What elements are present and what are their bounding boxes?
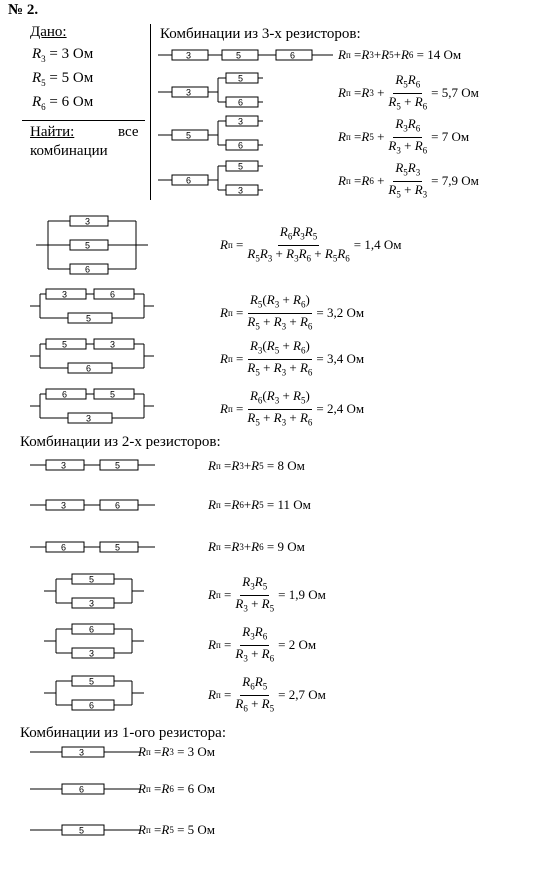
resistor-label: 3 — [62, 289, 68, 300]
resistor-label: 6 — [115, 500, 121, 511]
circuit-5s3-par-6 — [30, 338, 160, 374]
resistor-label: 6 — [89, 624, 95, 635]
resistor-label: 5 — [238, 161, 244, 172]
given-r5: $R_5 = 5$ Ом — [32, 70, 94, 88]
resistor-label: 5 — [110, 389, 116, 400]
circuit-par-5-6 — [44, 675, 154, 711]
resistor-label: 6 — [186, 175, 192, 186]
resistor-label: 6 — [85, 264, 91, 275]
circuit-6s5-par-3 — [30, 388, 160, 424]
circuit-series-3-6 — [30, 497, 160, 513]
problem-number: № 2. — [8, 2, 39, 18]
circuit-par-5-3 — [44, 573, 154, 609]
resistor-label: 6 — [86, 363, 92, 374]
resistor-label: 3 — [186, 50, 192, 61]
resistor-label: 5 — [79, 825, 85, 836]
formula-series-6-5: R п = R 6 + R 5 = 11 Ом — [208, 497, 311, 512]
find-word: все — [118, 124, 139, 140]
resistor-label: 6 — [79, 784, 85, 795]
formula-series-3-5: R п = R 3 + R 5 = 8 Ом — [208, 458, 305, 473]
header-one: Комбинации из 1-ого резистора: — [20, 725, 227, 741]
formula-5s3-par-6: R п = $\frac{R_3(R_5 + R_6)}{R_5 + R_3 + R_6}$ = 3,4 Ом — [220, 338, 365, 378]
circuit-series-6-5 — [30, 539, 160, 555]
resistor-label: 5 — [115, 542, 121, 553]
formula-6s5-par-3: R п = $\frac{R_6(R_3 + R_5)}{R_5 + R_3 + R_6}$ = 2,4 Ом — [220, 388, 365, 428]
resistor-label: 6 — [110, 289, 116, 300]
header-two: Комбинации из 2-х резисторов: — [20, 434, 221, 450]
resistor-label: 5 — [238, 73, 244, 84]
resistor-label: 3 — [238, 116, 244, 127]
find-label: Найти: — [30, 124, 75, 140]
formula-single-3: R п = R 3 = 3 Ом — [138, 744, 216, 759]
formula-all-parallel: R п = $\frac{R_6R_3R_5}{R_5R_3 + R_3R_6 + R_5R_6}$ = 1,4 Ом — [220, 224, 402, 264]
formula-par-3-6: R п = $\frac{R_3R_6}{R_3 + R_6}$ = 2 Ом — [208, 624, 317, 664]
resistor-label: 5 — [115, 460, 121, 471]
resistor-label: 5 — [89, 676, 95, 687]
circuit-single-6 — [30, 781, 145, 797]
resistor-label: 3 — [238, 185, 244, 196]
formula-6-series-5par3: R п = R 6 + $\frac{R_5R_3}{R_5 + R_3}$ = 7,9 Ом — [338, 160, 479, 200]
circuit-series-3-5-6 — [158, 45, 338, 65]
resistor-label: 3 — [85, 216, 91, 227]
resistor-label: 3 — [86, 413, 92, 424]
given-r6: $R_6 = 6$ Ом — [32, 94, 94, 112]
header-three: Комбинации из 3-х резисторов: — [160, 26, 361, 42]
formula-par-3-5: R п = $\frac{R_3R_5}{R_3 + R_5}$ = 1,9 Ом — [208, 574, 326, 614]
resistor-label: 5 — [62, 339, 68, 350]
formula-5-series-3par6: R п = R 5 + $\frac{R_3R_6}{R_3 + R_6}$ = 7 Ом — [338, 116, 470, 156]
formula-3s6-par-5: R п = $\frac{R_5(R_3 + R_6)}{R_5 + R_3 + R_6}$ = 3,2 Ом — [220, 292, 365, 332]
resistor-label: 3 — [61, 500, 67, 511]
circuit-series-3-5 — [30, 457, 160, 473]
find-text: комбинации — [30, 143, 108, 159]
resistor-label: 3 — [89, 598, 95, 609]
resistor-label: 5 — [89, 574, 95, 585]
resistor-label: 3 — [110, 339, 116, 350]
resistor-label: 6 — [290, 50, 296, 61]
resistor-label: 6 — [89, 700, 95, 711]
resistor-label: 5 — [86, 313, 92, 324]
circuit-single-3 — [30, 744, 145, 760]
given-r3: $R_3 = 3$ Ом — [32, 46, 94, 64]
resistor-label: 5 — [85, 240, 91, 251]
resistor-label: 5 — [186, 130, 192, 141]
circuit-6-series-5par3 — [158, 160, 268, 200]
resistor-label: 6 — [238, 140, 244, 151]
formula-3-series-5par6: R п = R 3 + $\frac{R_5R_6}{R_5 + R_6}$ = 5,7 Ом — [338, 72, 479, 112]
header-vertical-divider — [150, 24, 151, 200]
formula-single-5: R п = R 5 = 5 Ом — [138, 822, 216, 837]
resistor-label: 3 — [79, 747, 85, 758]
resistor-label: 5 — [236, 50, 242, 61]
formula-single-6: R п = R 6 = 6 Ом — [138, 781, 216, 796]
resistor-label: 3 — [61, 460, 67, 471]
formula-par-6-5: R п = $\frac{R_6R_5}{R_6 + R_5}$ = 2,7 Ом — [208, 674, 326, 714]
resistor-label: 3 — [89, 648, 95, 659]
circuit-all-parallel — [36, 215, 156, 275]
circuit-5-series-3par6 — [158, 115, 268, 155]
circuit-single-5 — [30, 822, 145, 838]
resistor-label: 6 — [61, 542, 67, 553]
formula-series-3-5-6: R п = R 3 + R 5 + R 6 = 14 Ом — [338, 47, 462, 62]
resistor-label: 3 — [186, 87, 192, 98]
circuit-3-series-5par6 — [158, 72, 268, 112]
circuit-3s6-par-5 — [30, 288, 160, 324]
resistor-label: 6 — [238, 97, 244, 108]
given-divider — [22, 120, 145, 121]
formula-series-3-6: R п = R 3 + R 6 = 9 Ом — [208, 539, 305, 554]
resistor-label: 6 — [62, 389, 68, 400]
given-label: Дано: — [30, 24, 67, 40]
circuit-par-6-3 — [44, 623, 154, 659]
